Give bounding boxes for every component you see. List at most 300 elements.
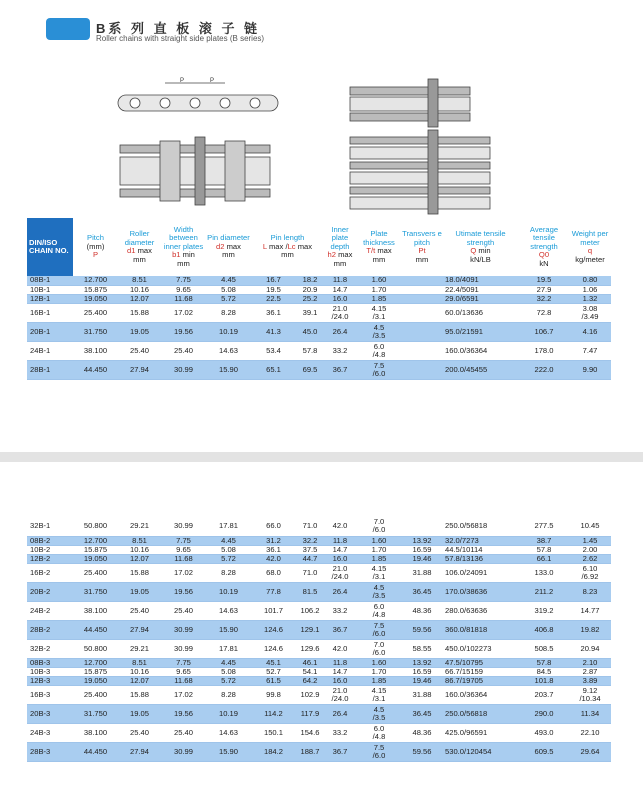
cell-pin-length-lc: 69.5 bbox=[296, 360, 324, 379]
col-plate-depth: Inner plate depth h2 max mm bbox=[327, 224, 353, 268]
cell-pitch: 19.050 bbox=[73, 676, 118, 685]
cell-plate-thickness: 1.85 bbox=[356, 294, 402, 303]
table-row bbox=[27, 554, 611, 563]
cell-roller-diameter: 10.16 bbox=[118, 667, 161, 676]
cell-plate-thickness: 7.5 /6.0 bbox=[356, 620, 402, 639]
cell-roller-diameter: 29.21 bbox=[118, 517, 161, 536]
cell-plate-depth: 42.0 bbox=[324, 639, 356, 658]
cell-pin-length-lc: 102.9 bbox=[296, 685, 324, 704]
cell-avg-tensile: 290.0 bbox=[519, 704, 569, 723]
cell-pin-length: 124.6 bbox=[251, 639, 296, 658]
cell-plate-depth: 14.7 bbox=[324, 667, 356, 676]
cell-pin-length-lc: 44.7 bbox=[296, 554, 324, 563]
cell-chain-no: 28B-2 bbox=[27, 620, 73, 639]
page-subtitle: Roller chains with straight side plates (B series) bbox=[96, 34, 265, 43]
cell-pin-diameter: 5.08 bbox=[206, 667, 251, 676]
cell-avg-tensile: 277.5 bbox=[519, 517, 569, 536]
cell-pitch: 19.050 bbox=[73, 554, 118, 563]
cell-transverse-pitch bbox=[402, 276, 442, 285]
cell-pin-diameter: 5.08 bbox=[206, 545, 251, 554]
cell-pin-length-lc: 46.1 bbox=[296, 658, 324, 667]
cell-avg-tensile: 609.5 bbox=[519, 742, 569, 761]
cell-pin-diameter: 10.19 bbox=[206, 582, 251, 601]
cell-weight: 19.82 bbox=[569, 620, 611, 639]
cell-roller-diameter: 8.51 bbox=[118, 276, 161, 285]
cell-plate-depth: 33.2 bbox=[324, 601, 356, 620]
cell-pitch: 31.750 bbox=[73, 704, 118, 723]
cell-plate-thickness: 4.5 /3.5 bbox=[356, 322, 402, 341]
cell-pin-length-lc: 129.6 bbox=[296, 639, 324, 658]
table-row bbox=[27, 276, 611, 285]
cell-weight: 1.32 bbox=[569, 294, 611, 303]
table-row bbox=[27, 742, 611, 761]
cell-plate-depth: 16.0 bbox=[324, 676, 356, 685]
cell-pin-diameter: 8.28 bbox=[206, 563, 251, 582]
table-row bbox=[27, 667, 611, 676]
col-inner-width: Width between inner plates b1 min mm bbox=[163, 224, 204, 268]
cell-plate-thickness: 1.60 bbox=[356, 536, 402, 545]
cell-pin-length: 184.2 bbox=[251, 742, 296, 761]
cell-plate-depth: 36.7 bbox=[324, 742, 356, 761]
cell-chain-no: 28B-3 bbox=[27, 742, 73, 761]
cell-inner-width: 17.02 bbox=[161, 563, 206, 582]
table-row bbox=[27, 639, 611, 658]
cell-transverse-pitch: 31.88 bbox=[402, 563, 442, 582]
cell-pin-length: 42.0 bbox=[251, 554, 296, 563]
cell-pin-diameter: 4.45 bbox=[206, 536, 251, 545]
cell-weight: 8.23 bbox=[569, 582, 611, 601]
cell-pin-length: 114.2 bbox=[251, 704, 296, 723]
cell-transverse-pitch: 19.46 bbox=[402, 676, 442, 685]
cell-tensile-strength: 280.0/63636 bbox=[442, 601, 519, 620]
cell-tensile-strength: 18.0/4091 bbox=[442, 276, 519, 285]
table-row bbox=[27, 676, 611, 685]
page-separator bbox=[0, 452, 643, 462]
cell-roller-diameter: 8.51 bbox=[118, 536, 161, 545]
cell-roller-diameter: 19.05 bbox=[118, 704, 161, 723]
cell-transverse-pitch bbox=[402, 517, 442, 536]
cell-pin-length-lc: 71.0 bbox=[296, 517, 324, 536]
cell-weight: 3.89 bbox=[569, 676, 611, 685]
cell-pitch: 44.450 bbox=[73, 360, 118, 379]
cell-plate-thickness: 1.85 bbox=[356, 676, 402, 685]
cell-weight: 14.77 bbox=[569, 601, 611, 620]
cell-plate-thickness: 4.15 /3.1 bbox=[356, 563, 402, 582]
cell-plate-depth: 26.4 bbox=[324, 704, 356, 723]
cell-pin-diameter: 10.19 bbox=[206, 322, 251, 341]
cell-pin-length: 101.7 bbox=[251, 601, 296, 620]
cell-transverse-pitch bbox=[402, 341, 442, 360]
cell-pin-length-lc: 154.6 bbox=[296, 723, 324, 742]
cell-plate-thickness: 1.70 bbox=[356, 545, 402, 554]
cell-inner-width: 25.40 bbox=[161, 723, 206, 742]
cell-pitch: 25.400 bbox=[73, 563, 118, 582]
cell-avg-tensile: 66.1 bbox=[519, 554, 569, 563]
cell-chain-no: 10B-3 bbox=[27, 667, 73, 676]
cell-pin-length: 31.2 bbox=[251, 536, 296, 545]
cell-weight: 2.00 bbox=[569, 545, 611, 554]
cell-transverse-pitch bbox=[402, 285, 442, 294]
cell-tensile-strength: 450.0/102273 bbox=[442, 639, 519, 658]
cell-inner-width: 25.40 bbox=[161, 601, 206, 620]
cell-chain-no: 20B-2 bbox=[27, 582, 73, 601]
table-row bbox=[27, 285, 611, 294]
cell-plate-depth: 36.7 bbox=[324, 360, 356, 379]
cell-pitch: 38.100 bbox=[73, 341, 118, 360]
col-pin-diameter: Pin diameter d2 max mm bbox=[207, 233, 250, 260]
cell-chain-no: 32B-2 bbox=[27, 639, 73, 658]
cell-tensile-strength: 160.0/36364 bbox=[442, 341, 519, 360]
triple-strand-drawing bbox=[350, 130, 490, 214]
cell-pin-length-lc: 64.2 bbox=[296, 676, 324, 685]
cell-plate-depth: 26.4 bbox=[324, 582, 356, 601]
cell-plate-thickness: 7.5 /6.0 bbox=[356, 360, 402, 379]
cell-transverse-pitch bbox=[402, 360, 442, 379]
cell-transverse-pitch: 19.46 bbox=[402, 554, 442, 563]
cell-plate-depth: 21.0 /24.0 bbox=[324, 563, 356, 582]
cell-pin-length-lc: 81.5 bbox=[296, 582, 324, 601]
cell-avg-tensile: 211.2 bbox=[519, 582, 569, 601]
cell-tensile-strength: 200.0/45455 bbox=[442, 360, 519, 379]
cell-tensile-strength: 22.4/5091 bbox=[442, 285, 519, 294]
cell-pin-diameter: 4.45 bbox=[206, 276, 251, 285]
cell-tensile-strength: 170.0/38636 bbox=[442, 582, 519, 601]
cell-roller-diameter: 29.21 bbox=[118, 639, 161, 658]
cell-inner-width: 19.56 bbox=[161, 704, 206, 723]
cell-weight: 10.45 bbox=[569, 517, 611, 536]
cell-chain-no: 24B-2 bbox=[27, 601, 73, 620]
cell-plate-depth: 36.7 bbox=[324, 620, 356, 639]
cell-pin-diameter: 8.28 bbox=[206, 303, 251, 322]
cell-weight: 3.08 /3.49 bbox=[569, 303, 611, 322]
cell-transverse-pitch: 48.36 bbox=[402, 723, 442, 742]
cell-plate-thickness: 1.60 bbox=[356, 658, 402, 667]
cell-plate-depth: 14.7 bbox=[324, 545, 356, 554]
cell-roller-diameter: 15.88 bbox=[118, 685, 161, 704]
cell-weight: 2.62 bbox=[569, 554, 611, 563]
table-row bbox=[27, 303, 611, 322]
col-plate-thickness: Plate thickness T/t max mm bbox=[363, 229, 395, 264]
cell-inner-width: 9.65 bbox=[161, 285, 206, 294]
cell-pitch: 50.800 bbox=[73, 639, 118, 658]
cell-tensile-strength: 29.0/6591 bbox=[442, 294, 519, 303]
cell-plate-depth: 33.2 bbox=[324, 341, 356, 360]
single-strand-drawing bbox=[350, 79, 470, 127]
spec-table-top bbox=[27, 218, 611, 380]
cell-pitch: 31.750 bbox=[73, 582, 118, 601]
cell-tensile-strength: 86.7/19705 bbox=[442, 676, 519, 685]
cell-pin-length: 36.1 bbox=[251, 545, 296, 554]
cell-pin-length-lc: 117.9 bbox=[296, 704, 324, 723]
cell-avg-tensile: 38.7 bbox=[519, 536, 569, 545]
cell-weight: 9.90 bbox=[569, 360, 611, 379]
cell-tensile-strength: 57.8/13136 bbox=[442, 554, 519, 563]
table-row bbox=[27, 582, 611, 601]
cell-plate-thickness: 7.0 /6.0 bbox=[356, 517, 402, 536]
cell-chain-no: 16B-2 bbox=[27, 563, 73, 582]
cell-inner-width: 11.68 bbox=[161, 676, 206, 685]
cell-pin-length: 52.7 bbox=[251, 667, 296, 676]
cell-avg-tensile: 27.9 bbox=[519, 285, 569, 294]
table-row bbox=[27, 517, 611, 536]
cell-chain-no: 08B-3 bbox=[27, 658, 73, 667]
cell-plate-thickness: 1.60 bbox=[356, 276, 402, 285]
cell-tensile-strength: 250.0/56818 bbox=[442, 517, 519, 536]
cell-avg-tensile: 493.0 bbox=[519, 723, 569, 742]
section-badge bbox=[46, 18, 90, 40]
cell-roller-diameter: 15.88 bbox=[118, 303, 161, 322]
cell-avg-tensile: 57.8 bbox=[519, 658, 569, 667]
cell-pin-length: 68.0 bbox=[251, 563, 296, 582]
side-view-drawing bbox=[118, 78, 278, 111]
cell-plate-thickness: 4.15 /3.1 bbox=[356, 685, 402, 704]
cell-transverse-pitch: 13.92 bbox=[402, 658, 442, 667]
cell-tensile-strength: 32.0/7273 bbox=[442, 536, 519, 545]
cell-pin-length: 16.7 bbox=[251, 276, 296, 285]
cell-pin-length-lc: 25.2 bbox=[296, 294, 324, 303]
table-row bbox=[27, 294, 611, 303]
page-title: B系 列 直 板 滚 子 链 bbox=[96, 21, 261, 36]
cell-pitch: 44.450 bbox=[73, 742, 118, 761]
cell-tensile-strength: 250.0/56818 bbox=[442, 704, 519, 723]
top-view-drawing bbox=[120, 137, 270, 205]
cell-transverse-pitch bbox=[402, 322, 442, 341]
cell-tensile-strength: 425.0/96591 bbox=[442, 723, 519, 742]
cell-chain-no: 12B-3 bbox=[27, 676, 73, 685]
cell-weight: 29.64 bbox=[569, 742, 611, 761]
cell-tensile-strength: 160.0/36364 bbox=[442, 685, 519, 704]
cell-avg-tensile: 32.2 bbox=[519, 294, 569, 303]
cell-pin-length: 41.3 bbox=[251, 322, 296, 341]
cell-plate-thickness: 1.70 bbox=[356, 667, 402, 676]
cell-weight: 4.16 bbox=[569, 322, 611, 341]
cell-chain-no: 10B-1 bbox=[27, 285, 73, 294]
cell-plate-depth: 42.0 bbox=[324, 517, 356, 536]
svg-text:P: P bbox=[180, 78, 185, 84]
cell-avg-tensile: 406.8 bbox=[519, 620, 569, 639]
cell-plate-depth: 21.0 /24.0 bbox=[324, 303, 356, 322]
cell-chain-no: 08B-1 bbox=[27, 276, 73, 285]
cell-pin-length-lc: 188.7 bbox=[296, 742, 324, 761]
cell-pitch: 12.700 bbox=[73, 276, 118, 285]
cell-inner-width: 30.99 bbox=[161, 742, 206, 761]
cell-avg-tensile: 101.8 bbox=[519, 676, 569, 685]
cell-chain-no: 12B-2 bbox=[27, 554, 73, 563]
cell-inner-width: 30.99 bbox=[161, 639, 206, 658]
cell-pin-length-lc: 39.1 bbox=[296, 303, 324, 322]
cell-pin-diameter: 17.81 bbox=[206, 639, 251, 658]
cell-weight: 22.10 bbox=[569, 723, 611, 742]
cell-inner-width: 9.65 bbox=[161, 667, 206, 676]
cell-transverse-pitch: 59.56 bbox=[402, 620, 442, 639]
cell-tensile-strength: 360.0/81818 bbox=[442, 620, 519, 639]
cell-pin-length-lc: 54.1 bbox=[296, 667, 324, 676]
cell-pin-length-lc: 106.2 bbox=[296, 601, 324, 620]
cell-transverse-pitch: 31.88 bbox=[402, 685, 442, 704]
cell-plate-thickness: 7.5 /6.0 bbox=[356, 742, 402, 761]
cell-avg-tensile: 133.0 bbox=[519, 563, 569, 582]
cell-tensile-strength: 47.5/10795 bbox=[442, 658, 519, 667]
cell-roller-diameter: 19.05 bbox=[118, 322, 161, 341]
cell-weight: 7.47 bbox=[569, 341, 611, 360]
cell-inner-width: 17.02 bbox=[161, 685, 206, 704]
cell-plate-depth: 11.8 bbox=[324, 276, 356, 285]
cell-plate-thickness: 1.85 bbox=[356, 554, 402, 563]
cell-weight: 11.34 bbox=[569, 704, 611, 723]
cell-pin-diameter: 5.72 bbox=[206, 294, 251, 303]
cell-avg-tensile: 508.5 bbox=[519, 639, 569, 658]
cell-pin-length: 19.5 bbox=[251, 285, 296, 294]
cell-avg-tensile: 84.5 bbox=[519, 667, 569, 676]
spec-table-bottom bbox=[27, 517, 611, 762]
cell-inner-width: 7.75 bbox=[161, 536, 206, 545]
cell-tensile-strength: 530.0/120454 bbox=[442, 742, 519, 761]
table-row bbox=[27, 545, 611, 554]
cell-plate-depth: 14.7 bbox=[324, 285, 356, 294]
cell-chain-no: 20B-1 bbox=[27, 322, 73, 341]
cell-plate-thickness: 1.70 bbox=[356, 285, 402, 294]
cell-pin-length: 36.1 bbox=[251, 303, 296, 322]
cell-inner-width: 30.99 bbox=[161, 620, 206, 639]
cell-pin-length-lc: 57.8 bbox=[296, 341, 324, 360]
cell-chain-no: 16B-3 bbox=[27, 685, 73, 704]
cell-pitch: 15.875 bbox=[73, 545, 118, 554]
cell-pin-length-lc: 20.9 bbox=[296, 285, 324, 294]
cell-transverse-pitch: 13.92 bbox=[402, 536, 442, 545]
cell-plate-thickness: 4.5 /3.5 bbox=[356, 582, 402, 601]
cell-roller-diameter: 12.07 bbox=[118, 554, 161, 563]
table-row bbox=[27, 341, 611, 360]
cell-plate-thickness: 4.5 /3.5 bbox=[356, 704, 402, 723]
cell-pin-length-lc: 129.1 bbox=[296, 620, 324, 639]
cell-inner-width: 11.68 bbox=[161, 554, 206, 563]
cell-tensile-strength: 60.0/13636 bbox=[442, 303, 519, 322]
cell-pin-length: 77.8 bbox=[251, 582, 296, 601]
cell-weight: 1.45 bbox=[569, 536, 611, 545]
cell-weight: 2.87 bbox=[569, 667, 611, 676]
cell-plate-thickness: 6.0 /4.8 bbox=[356, 723, 402, 742]
col-avg-tensile: Average tensile strength Q0 kN bbox=[529, 224, 559, 268]
cell-pin-length-lc: 71.0 bbox=[296, 563, 324, 582]
cell-inner-width: 30.99 bbox=[161, 360, 206, 379]
cell-weight: 2.10 bbox=[569, 658, 611, 667]
cell-pin-length: 22.5 bbox=[251, 294, 296, 303]
cell-plate-depth: 11.8 bbox=[324, 536, 356, 545]
cell-chain-no: 12B-1 bbox=[27, 294, 73, 303]
cell-transverse-pitch: 16.59 bbox=[402, 667, 442, 676]
cell-pin-diameter: 5.72 bbox=[206, 676, 251, 685]
cell-pitch: 31.750 bbox=[73, 322, 118, 341]
cell-roller-diameter: 15.88 bbox=[118, 563, 161, 582]
cell-roller-diameter: 27.94 bbox=[118, 742, 161, 761]
cell-avg-tensile: 178.0 bbox=[519, 341, 569, 360]
cell-inner-width: 7.75 bbox=[161, 658, 206, 667]
cell-pitch: 38.100 bbox=[73, 723, 118, 742]
cell-pin-length-lc: 37.5 bbox=[296, 545, 324, 554]
cell-weight: 1.06 bbox=[569, 285, 611, 294]
cell-roller-diameter: 12.07 bbox=[118, 294, 161, 303]
cell-transverse-pitch: 16.59 bbox=[402, 545, 442, 554]
cell-tensile-strength: 95.0/21591 bbox=[442, 322, 519, 341]
cell-inner-width: 17.02 bbox=[161, 303, 206, 322]
table-row bbox=[27, 620, 611, 639]
cell-pin-diameter: 15.90 bbox=[206, 620, 251, 639]
cell-avg-tensile: 57.8 bbox=[519, 545, 569, 554]
cell-weight: 20.94 bbox=[569, 639, 611, 658]
cell-inner-width: 11.68 bbox=[161, 294, 206, 303]
cell-roller-diameter: 27.94 bbox=[118, 620, 161, 639]
cell-roller-diameter: 8.51 bbox=[118, 658, 161, 667]
cell-avg-tensile: 319.2 bbox=[519, 601, 569, 620]
cell-inner-width: 30.99 bbox=[161, 517, 206, 536]
col-chain-no: DIN/ISO CHAIN NO. bbox=[27, 218, 73, 276]
cell-weight: 9.12 /10.34 bbox=[569, 685, 611, 704]
cell-pitch: 19.050 bbox=[73, 294, 118, 303]
cell-roller-diameter: 10.16 bbox=[118, 545, 161, 554]
cell-transverse-pitch: 58.55 bbox=[402, 639, 442, 658]
cell-tensile-strength: 44.5/10114 bbox=[442, 545, 519, 554]
cell-pitch: 25.400 bbox=[73, 685, 118, 704]
cell-pitch: 15.875 bbox=[73, 667, 118, 676]
table-row bbox=[27, 601, 611, 620]
cell-pin-length-lc: 18.2 bbox=[296, 276, 324, 285]
col-tensile-strength: Utimate tensile strength Q min kN/LB bbox=[455, 229, 506, 264]
cell-chain-no: 08B-2 bbox=[27, 536, 73, 545]
cell-plate-thickness: 7.0 /6.0 bbox=[356, 639, 402, 658]
col-transverse-pitch: Transvers e pitch Pt mm bbox=[402, 229, 442, 264]
cell-chain-no: 10B-2 bbox=[27, 545, 73, 554]
cell-pitch: 44.450 bbox=[73, 620, 118, 639]
cell-pin-diameter: 15.90 bbox=[206, 742, 251, 761]
cell-inner-width: 25.40 bbox=[161, 341, 206, 360]
cell-pin-length-lc: 32.2 bbox=[296, 536, 324, 545]
cell-roller-diameter: 25.40 bbox=[118, 341, 161, 360]
cell-plate-thickness: 6.0 /4.8 bbox=[356, 601, 402, 620]
cell-pitch: 25.400 bbox=[73, 303, 118, 322]
cell-weight: 0.80 bbox=[569, 276, 611, 285]
cell-avg-tensile: 203.7 bbox=[519, 685, 569, 704]
svg-text:P: P bbox=[210, 78, 215, 84]
cell-roller-diameter: 27.94 bbox=[118, 360, 161, 379]
cell-inner-width: 19.56 bbox=[161, 582, 206, 601]
table-row bbox=[27, 685, 611, 704]
cell-pin-diameter: 5.08 bbox=[206, 285, 251, 294]
cell-pin-diameter: 14.63 bbox=[206, 723, 251, 742]
cell-pin-diameter: 5.72 bbox=[206, 554, 251, 563]
cell-roller-diameter: 12.07 bbox=[118, 676, 161, 685]
table-header-row bbox=[27, 218, 611, 276]
cell-pitch: 38.100 bbox=[73, 601, 118, 620]
chain-diagrams bbox=[110, 75, 540, 215]
cell-pitch: 12.700 bbox=[73, 658, 118, 667]
cell-pin-length: 45.1 bbox=[251, 658, 296, 667]
cell-pin-length: 150.1 bbox=[251, 723, 296, 742]
cell-roller-diameter: 19.05 bbox=[118, 582, 161, 601]
cell-pin-diameter: 14.63 bbox=[206, 341, 251, 360]
cell-plate-depth: 16.0 bbox=[324, 294, 356, 303]
cell-chain-no: 24B-3 bbox=[27, 723, 73, 742]
cell-inner-width: 7.75 bbox=[161, 276, 206, 285]
cell-transverse-pitch: 48.36 bbox=[402, 601, 442, 620]
cell-pin-length: 61.5 bbox=[251, 676, 296, 685]
cell-chain-no: 16B-1 bbox=[27, 303, 73, 322]
cell-pin-length: 66.0 bbox=[251, 517, 296, 536]
cell-pin-diameter: 4.45 bbox=[206, 658, 251, 667]
cell-transverse-pitch: 36.45 bbox=[402, 704, 442, 723]
cell-transverse-pitch bbox=[402, 294, 442, 303]
cell-chain-no: 20B-3 bbox=[27, 704, 73, 723]
table-row bbox=[27, 322, 611, 341]
